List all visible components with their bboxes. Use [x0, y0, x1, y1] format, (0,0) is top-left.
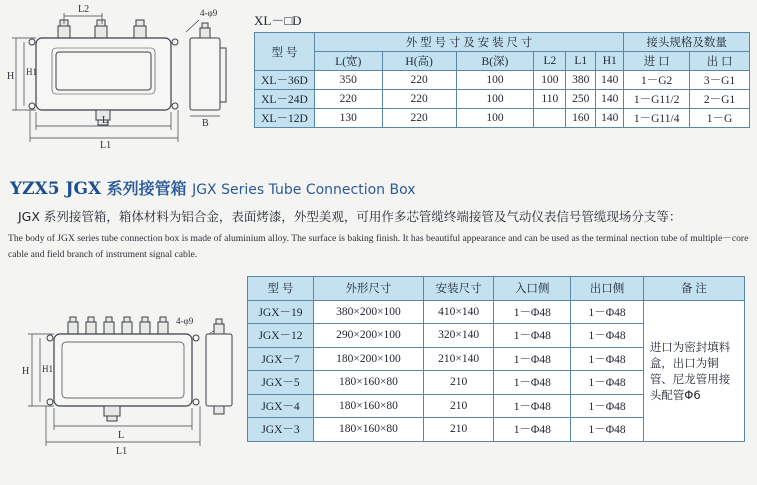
- dim-label-l: L: [118, 430, 125, 441]
- cell-outer-size: 180×200×100: [313, 347, 423, 371]
- section-title: [10, 176, 416, 199]
- cell-inlet: 1－Φ48: [494, 394, 571, 418]
- cell-b: 100: [456, 71, 534, 90]
- cell-inlet: 1－Φ48: [494, 300, 571, 324]
- header-b: B(深): [456, 52, 534, 71]
- section-title-cn: 系列接管箱: [106, 179, 187, 198]
- cell-h: 220: [382, 109, 456, 128]
- cell-model: JGX－5: [248, 371, 314, 395]
- header-model: 型 号: [248, 277, 314, 301]
- cell-outlet: 1－Φ48: [571, 347, 644, 371]
- dim-label-h1: H1: [26, 67, 37, 77]
- cell-l2: 100: [534, 71, 566, 90]
- xl-box-drawing: [6, 2, 246, 152]
- section-title-en: JGX Series Tube Connection Box: [192, 182, 416, 198]
- cell-outlet: 1－Φ48: [571, 324, 644, 348]
- cell-outlet: 1－Φ48: [571, 300, 644, 324]
- cell-install-size: 210: [423, 418, 493, 442]
- cell-inlet: 1－Φ48: [494, 324, 571, 348]
- cell-h: 220: [382, 71, 456, 90]
- model-series-label: XL－□D: [254, 13, 302, 28]
- cell-outer-size: 290×200×100: [313, 324, 423, 348]
- cell-install-size: 410×140: [423, 300, 493, 324]
- cell-model: JGX－3: [248, 418, 314, 442]
- cell-h1: 140: [596, 71, 624, 90]
- table-row: [248, 300, 745, 324]
- dim-label-l1: L1: [116, 446, 128, 457]
- description-cn: JGX 系列接管箱，箱体材料为铝合金，表面烤漆，外型美观，可用作多芯管缆终端接管及气动仪表信号管缆现场分支等：: [18, 209, 682, 224]
- dim-label-hole: 4-φ9: [176, 316, 194, 326]
- table-row: [255, 109, 750, 128]
- cell-l2: [534, 109, 566, 128]
- cell-model: JGX－19: [248, 300, 314, 324]
- cell-b: 100: [456, 109, 534, 128]
- cell-outer-size: 180×160×80: [313, 418, 423, 442]
- cell-model: JGX－7: [248, 347, 314, 371]
- header-h1: H1: [596, 52, 624, 71]
- cell-outlet: 1－G: [690, 109, 750, 128]
- xl-spec-table: [254, 32, 750, 128]
- header-inlet-side: 入口侧: [494, 277, 571, 301]
- cell-l: 130: [314, 109, 382, 128]
- header-outer-size: 外形尺寸: [313, 277, 423, 301]
- cell-inlet: 1－G11/2: [624, 90, 690, 109]
- dim-label-l1: L1: [100, 140, 112, 151]
- section-code: YZX5 JGX: [10, 179, 102, 199]
- dim-label-h: H: [7, 71, 15, 82]
- cell-note: 进口为密封填料盒，出口为铜管、尼龙管用接头配管Φ6: [643, 300, 744, 441]
- cell-outlet: 1－Φ48: [571, 418, 644, 442]
- header-l: L(宽): [314, 52, 382, 71]
- cell-outlet: 1－Φ48: [571, 394, 644, 418]
- dim-label-h: H: [22, 366, 30, 377]
- cell-inlet: 1－G2: [624, 71, 690, 90]
- cell-outer-size: 180×160×80: [313, 371, 423, 395]
- cell-model: XL－12D: [255, 109, 315, 128]
- header-outlet-side: 出口侧: [571, 277, 644, 301]
- cell-install-size: 210: [423, 371, 493, 395]
- cell-l2: 110: [534, 90, 566, 109]
- header-h: H(高): [382, 52, 456, 71]
- dim-label-l: L: [102, 115, 109, 126]
- jgx-spec-table: [247, 276, 745, 442]
- header-connector-spec: 接头规格及数量: [624, 33, 750, 52]
- cell-h1: 140: [596, 109, 624, 128]
- cell-install-size: 210×140: [423, 347, 493, 371]
- header-inlet: 进 口: [624, 52, 690, 71]
- header-install-size: 安装尺寸: [423, 277, 493, 301]
- cell-model: XL－24D: [255, 90, 315, 109]
- cell-h1: 140: [596, 90, 624, 109]
- table-row: [255, 71, 750, 90]
- header-outlet: 出 口: [690, 52, 750, 71]
- cell-outer-size: 380×200×100: [313, 300, 423, 324]
- cell-model: JGX－12: [248, 324, 314, 348]
- cell-outer-size: 180×160×80: [313, 394, 423, 418]
- cell-install-size: 210: [423, 394, 493, 418]
- cell-l: 220: [314, 90, 382, 109]
- description-en: The body of JGX series tube connection box is made of aluminium alloy. The surface is baking finish. It has beautiful appearance and can be used as the terminal nection tube of multiple－core cable and field branch of instrument signal cable.: [8, 233, 749, 260]
- cell-install-size: 320×140: [423, 324, 493, 348]
- header-l2: L2: [534, 52, 566, 71]
- cell-outlet: 3－G1: [690, 71, 750, 90]
- header-l1: L1: [566, 52, 596, 71]
- cell-inlet: 1－Φ48: [494, 371, 571, 395]
- cell-inlet: 1－G11/4: [624, 109, 690, 128]
- cell-l1: 250: [566, 90, 596, 109]
- cell-h: 220: [382, 90, 456, 109]
- cell-model: JGX－4: [248, 394, 314, 418]
- header-model: 型 号: [255, 33, 315, 71]
- header-dimensions: 外 型 号 寸 及 安 装 尺 寸: [314, 33, 623, 52]
- cell-b: 100: [456, 90, 534, 109]
- dim-label-h1: H1: [42, 364, 53, 374]
- dim-label-b: B: [202, 118, 209, 129]
- cell-inlet: 1－Φ48: [494, 347, 571, 371]
- dim-label-l2: L2: [78, 4, 90, 15]
- cell-l1: 380: [566, 71, 596, 90]
- cell-model: XL－36D: [255, 71, 315, 90]
- dim-label-hole: 4-φ9: [200, 8, 218, 18]
- cell-l: 350: [314, 71, 382, 90]
- cell-outlet: 1－Φ48: [571, 371, 644, 395]
- jgx-box-drawing: [6, 310, 242, 482]
- cell-inlet: 1－Φ48: [494, 418, 571, 442]
- cell-l1: 160: [566, 109, 596, 128]
- cell-outlet: 2－G1: [690, 90, 750, 109]
- table-row: [255, 90, 750, 109]
- header-note: 备 注: [643, 277, 744, 301]
